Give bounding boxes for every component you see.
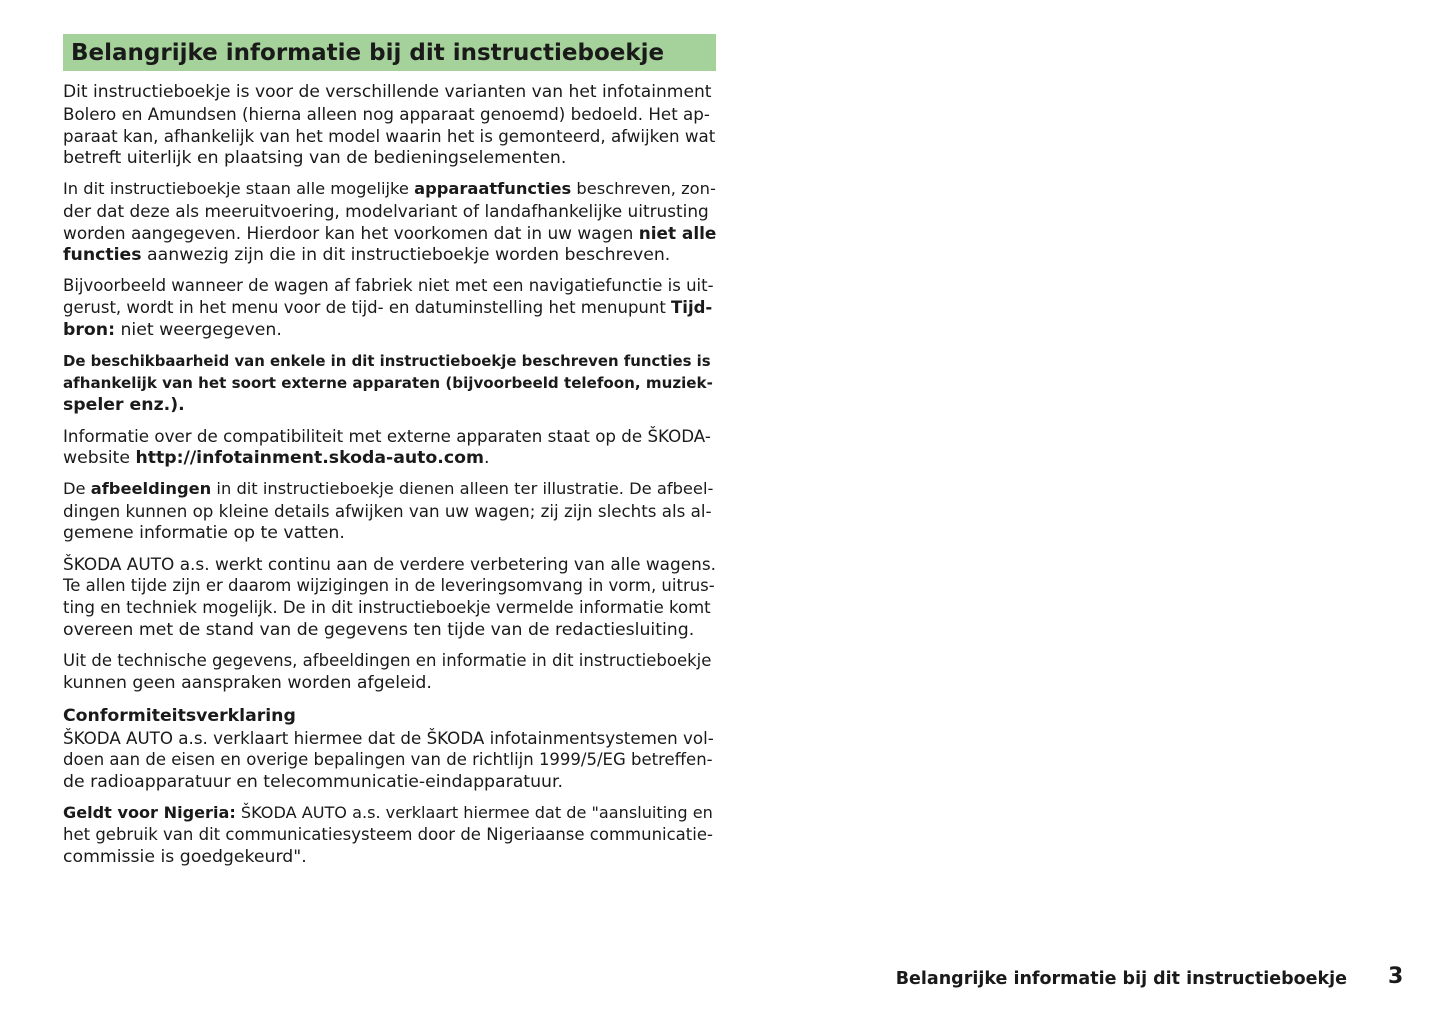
text-line (63, 178, 716, 200)
bold-term: Tijd- (671, 298, 713, 317)
text-line: ŠKODA AUTO a.s. verklaart hiermee dat de ŠKODA infotainmentsystemen vol- (63, 728, 714, 748)
text-line: afhankelijk van het soort externe apparaten (bijvoorbeeld telefoon, muziek- (63, 374, 713, 392)
bold-term: apparaatfuncties (414, 179, 572, 198)
text-run: niet weergegeven. (114, 320, 282, 340)
text-line: ting en techniek mogelijk. De in dit instructieboekje vermelde informatie komt (63, 598, 711, 617)
text-run: . (483, 448, 490, 468)
footer-section-title: Belangrijke informatie bij dit instructieboekje (895, 969, 1347, 989)
bold-term: niet alle (638, 223, 717, 243)
paragraph-conformity (63, 705, 716, 793)
paragraph-nigeria (63, 802, 716, 868)
text-line: Bijvoorbeeld wanneer de wagen af fabriek niet met een navigatiefunctie is uit- (63, 276, 714, 295)
text-line: speler enz.). (63, 395, 185, 415)
section-heading-bar (63, 34, 716, 71)
text-run: In dit instructieboekje staan alle mogelijke (63, 179, 415, 198)
text-line: commissie is goedgekeurd". (63, 847, 307, 867)
text-line: Te allen tijde zijn er daarom wijzigingen in de leveringsomvang in vorm, uitrus- (63, 576, 715, 595)
text-run: De (63, 479, 91, 498)
paragraph-compatibility (63, 425, 716, 469)
conformity-title: Conformiteitsverklaring (63, 706, 296, 726)
text-run: ŠKODA AUTO a.s. verklaart hiermee dat de "aansluiting en (235, 803, 713, 822)
paragraph-improvements (63, 553, 716, 641)
bold-term: functies (63, 245, 142, 265)
text-line: Informatie over de compatibiliteit met externe apparaten staat op de ŠKODA- (63, 426, 711, 446)
page-title: Belangrijke informatie bij dit instructieboekje (71, 39, 665, 66)
text-line: ŠKODA AUTO a.s. werkt continu aan de verdere verbetering van alle wagens. (63, 554, 717, 574)
text-line (63, 297, 716, 319)
website-link[interactable]: http://infotainment.skoda-auto.com (135, 448, 484, 468)
text-line: der dat deze als meeruitvoering, modelvariant of landafhankelijke uitrusting (63, 201, 709, 221)
text-run: beschreven, zon- (571, 179, 716, 198)
text-line (63, 478, 716, 500)
paragraph-intro (63, 81, 716, 169)
text-run: aanwezig zijn die in dit instructieboekje worden beschreven. (141, 245, 671, 265)
paragraph-availability-note (63, 350, 716, 416)
text-line (63, 319, 716, 341)
paragraph-device-functions (63, 178, 716, 266)
text-line (63, 244, 716, 266)
text-line: dingen kunnen op kleine details afwijken van uw wagen; zij zijn slechts als al- (63, 501, 712, 521)
text-run: website (63, 448, 136, 468)
bold-term: Geldt voor Nigeria: (63, 803, 236, 822)
text-line: Uit de technische gegevens, afbeeldingen en informatie in dit instructieboekje (63, 651, 712, 670)
text-line: paraat kan, afhankelijk van het model waarin het is gemonteerd, afwijken wat (63, 126, 716, 146)
text-run: in dit instructieboekje dienen alleen ter illustratie. De afbeel- (211, 479, 714, 498)
text-line (63, 222, 716, 244)
text-line: De beschikbaarheid van enkele in dit instructieboekje beschreven functies is (63, 352, 711, 370)
text-line: overeen met de stand van de gegevens ten tijde van de redactiesluiting. (63, 620, 695, 640)
text-line: Dit instructieboekje is voor de verschillende varianten van het infotainment (63, 82, 712, 102)
text-line (63, 802, 716, 824)
main-content (63, 81, 716, 877)
text-run: gerust, wordt in het menu voor de tijd- en datuminstelling het menupunt (63, 298, 672, 317)
paragraph-illustrations (63, 478, 716, 544)
text-line: kunnen geen aanspraken worden afgeleid. (63, 673, 432, 693)
text-line: Bolero en Amundsen (hierna alleen nog apparaat genoemd) bedoeld. Het ap- (63, 104, 710, 124)
paragraph-example (63, 275, 716, 341)
text-line: gemene informatie op te vatten. (63, 523, 345, 543)
text-line: doen aan de eisen en overige bepalingen van de richtlijn 1999/5/EG betreffen- (63, 750, 713, 769)
text-line: het gebruik van dit communicatiesysteem door de Nigeriaanse communicatie- (63, 825, 713, 844)
page-number: 3 (1388, 964, 1404, 989)
text-line (63, 447, 716, 469)
paragraph-no-claims (63, 650, 716, 694)
text-line: de radioapparatuur en telecommunicatie-eindapparatuur. (63, 772, 563, 792)
text-run: worden aangegeven. Hierdoor kan het voorkomen dat in uw wagen (63, 223, 639, 243)
bold-term: bron: (63, 320, 115, 340)
text-line: betreft uiterlijk en plaatsing van de bedieningselementen. (63, 148, 567, 168)
bold-term: afbeeldingen (90, 479, 212, 498)
